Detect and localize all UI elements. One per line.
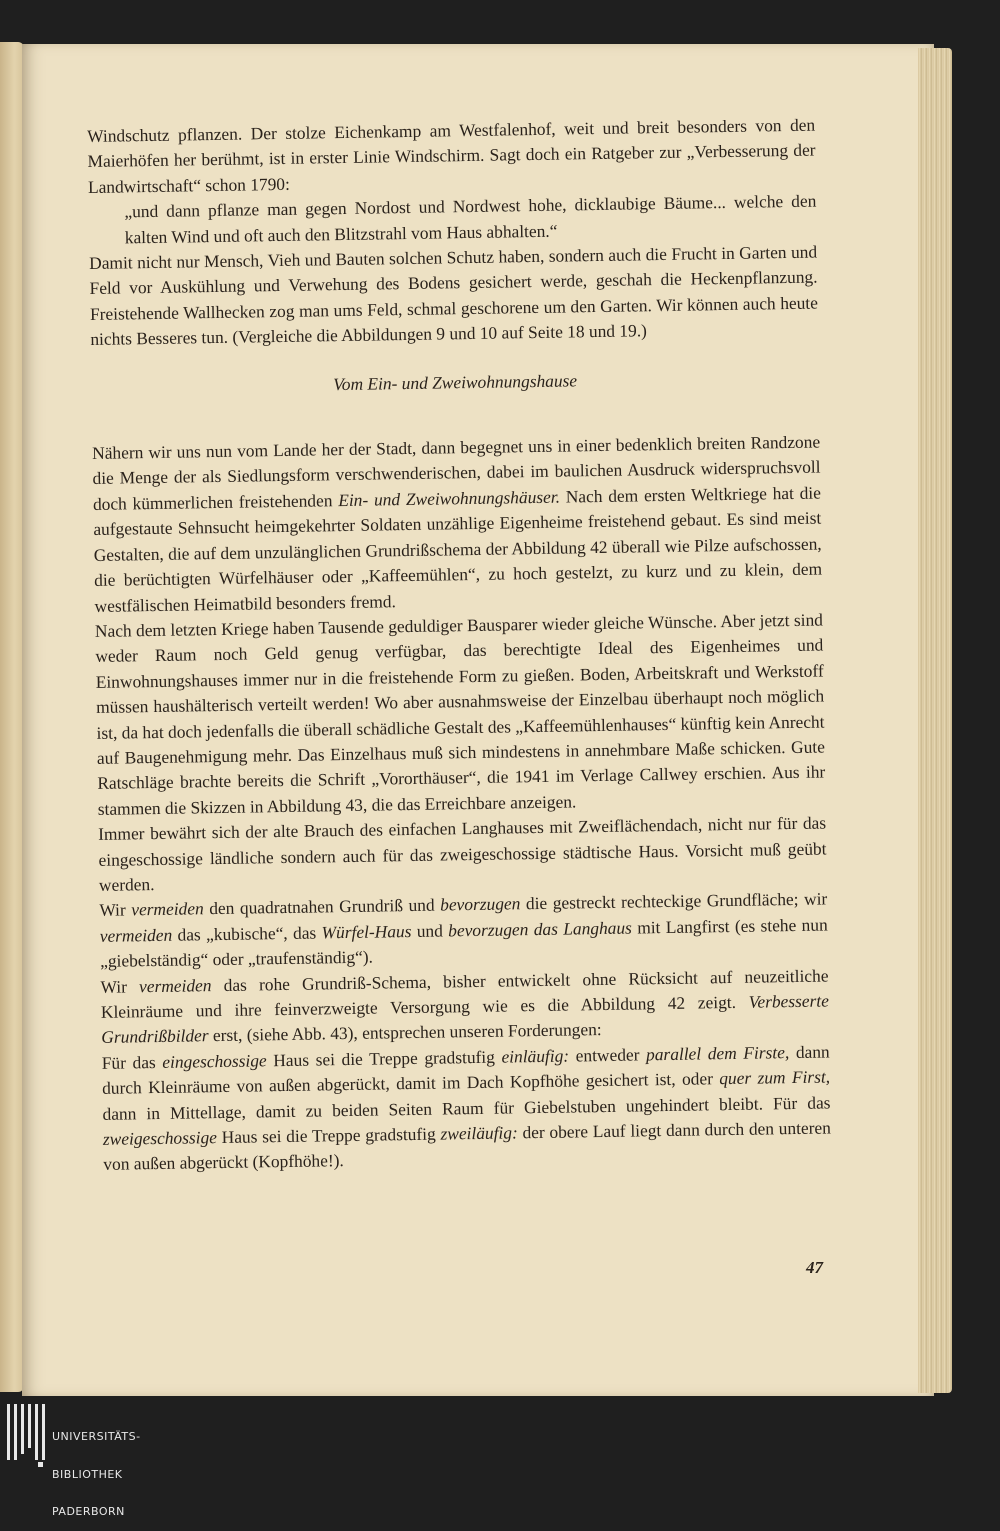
paragraph: Immer bewährt sich der alte Brauch des einfachen Langhauses mit Zweiflächendach, nicht nur für das eingeschossige ländliche sondern auch für das zweigeschossige städtische Haus. Vorsicht muß geübt werden. — [97, 812, 827, 895]
logo-line: UNIVERSITÄTS- — [52, 1430, 141, 1443]
logo-line: BIBLIOTHEK — [52, 1467, 123, 1481]
text-run: mit Langfirst (es stehe nun „giebelständig“ oder „traufenständig“). — [99, 914, 828, 972]
text-run: Nähern wir uns nun vom Lande her der Stadt, dann begegnet uns in einer bedenklich breiten Randzone die Menge der als Siedlungsform verschwenderischen, dabei im baulichen Ausdruck widerspruchsvoll doch kümmerlichen freistehenden — [92, 431, 821, 514]
emphasis: vermeiden — [99, 924, 173, 946]
logo-line: PADERBORN — [52, 1505, 125, 1518]
emphasis: vermeiden — [131, 898, 204, 920]
text-run: dann durch Kleinräume von außen abgerückt, damit im Dach Kopfhöhe gesichert ist, oder — [101, 1041, 830, 1099]
text-run: Haus sei die Treppe gradstufig — [216, 1123, 441, 1148]
page-number: 47 — [806, 1258, 823, 1277]
paragraph — [100, 963, 829, 1051]
emphasis: zweiläufig: — [440, 1122, 518, 1144]
emphasis: vermeiden — [138, 974, 212, 996]
emphasis: Würfel-Haus — [321, 920, 412, 943]
left-page-edge — [0, 42, 24, 1392]
text-run: dann in Mittellage, damit zu beiden Seiten Raum für Giebelstuben ungehindert bleibt. Für das — [102, 1092, 831, 1124]
section-heading: Vom Ein- und Zweiwohnungshause — [332, 369, 578, 394]
quotation: „und dann pflanze man gegen Nordost und Nordwest hohe, dicklaubige Bäume... welche den kalten Wind und oft auch den Blitzstrahl vom Haus abhalten.“ — [124, 190, 817, 248]
text-run: Nach dem ersten Weltkriege hat die aufgestaute Sehnsucht heimgekehrter Soldaten unzählige Eigenheime freistehend gebaut. Es sind meist Gestalten, die auf dem unzulänglichen Grundrißschema der Abbildung 42 überall wie Pilze aufschossen, die berüchtigten Würfelhäuser oder „Kaffeemühlen“, zu hoch gestelzt, zu kurz und zu klein, dem westfälischen Heimatbild besonders fremd. — [93, 482, 823, 616]
text-run: Für das — [101, 1051, 163, 1073]
library-logo-icon — [7, 1404, 47, 1468]
footer-bar — [0, 1396, 1000, 1478]
emphasis: einläufig: — [501, 1045, 570, 1067]
paragraph: Damit nicht nur Mensch, Vieh und Bauten solchen Schutz haben, sondern auch die Frucht in Garten und Feld vor Auskühlung und Verwehung des Bodens gesichert werde, geschah die Heckenpflanzung. Freistehende Wallhecken zog man ums Feld, schmal geschorene um den Garten. Wir können auch heute nichts Besseres tun. (Vergleiche die Abbildungen 9 und 10 auf Seite 18 und 19.) — [89, 241, 819, 350]
page-stack-edge — [918, 48, 952, 1393]
paragraph: Windschutz pflanzen. Der stolze Eichenkamp am Westfalenhof, weit und breit besonders von den Maierhöfen her berühmt, ist in erster Linie Windschirm. Sagt doch ein Ratgeber zur „Verbesserung der Landwirtschaft“ schon 1790: — [87, 114, 816, 197]
text-run: Haus sei die Treppe gradstufig — [266, 1046, 502, 1071]
emphasis: quer zum First, — [719, 1066, 831, 1089]
emphasis: zweigeschossige — [102, 1127, 218, 1149]
page-text — [87, 113, 831, 1178]
text-run: das „kubische“, das — [172, 922, 322, 945]
text-run: erst, (siehe Abb. 43), entsprechen unseren Forderungen: — [208, 1019, 602, 1046]
library-logo-text — [52, 1406, 141, 1531]
emphasis: bevorzugen das Langhaus — [448, 917, 633, 941]
text-run: Wir — [100, 975, 140, 997]
text-run: Wir — [99, 899, 132, 921]
emphasis: bevorzugen — [440, 893, 521, 915]
paragraph — [99, 887, 828, 975]
text-run: und — [411, 920, 449, 941]
paragraph: Nach dem letzten Kriege haben Tausende geduldiger Bausparer wieder gleiche Wünsche. Aber jetzt sind weder Raum noch Geld genug verfügbar, das berechtigte Ideal des Eigenheimes und Einwohnungshauses immer nur in die freistehende Form zu gießen. Boden, Arbeitskraft und Werkstoff müssen haushälterisch verteilt werden! Wo aber ausnahmsweise der Einzelbau überhaupt noch möglich ist, da hat doch jedenfalls die überall schädliche Gestalt des „Kaffeemühlenhauses“ künftig kein Anrecht auf Baugenehmigung mehr. Das Einzelhaus muß sich mindestens in annehmbare Maße schicken. Gute Ratschläge brachte bereits die Schrift „Vororthäuser“, die 1941 im Verlage Callwey erschien. Aus ihr stammen die Skizzen in Abbildung 43, die das Erreichbare anzeigen. — [94, 609, 826, 819]
emphasis: eingeschossige — [162, 1050, 267, 1072]
emphasis: Ein- und Zweiwohnungshäuser. — [338, 486, 561, 510]
text-run: die gestreckt rechteckige Grundfläche; wir — [520, 888, 828, 914]
text-run: entweder — [568, 1044, 647, 1066]
text-run: das rohe Grundriß-Schema, bisher entwickelt ohne Rücksicht auf neuzeitliche Kleinräume und ihre feinverzweigte Versorgung wie es die Abbildung 42 zeigt. — [100, 965, 829, 1022]
paragraph — [102, 1039, 832, 1177]
emphasis: Verbesserte Grundrißbilder — [101, 990, 830, 1048]
text-run: der obere Lauf liegt dann durch den unteren von außen abgerückt (Kopfhöhe!). — [103, 1117, 832, 1175]
paragraph — [92, 430, 823, 619]
emphasis: parallel dem Firste, — [645, 1041, 790, 1065]
text-run: den quadratnahen Grundriß und — [203, 894, 441, 919]
